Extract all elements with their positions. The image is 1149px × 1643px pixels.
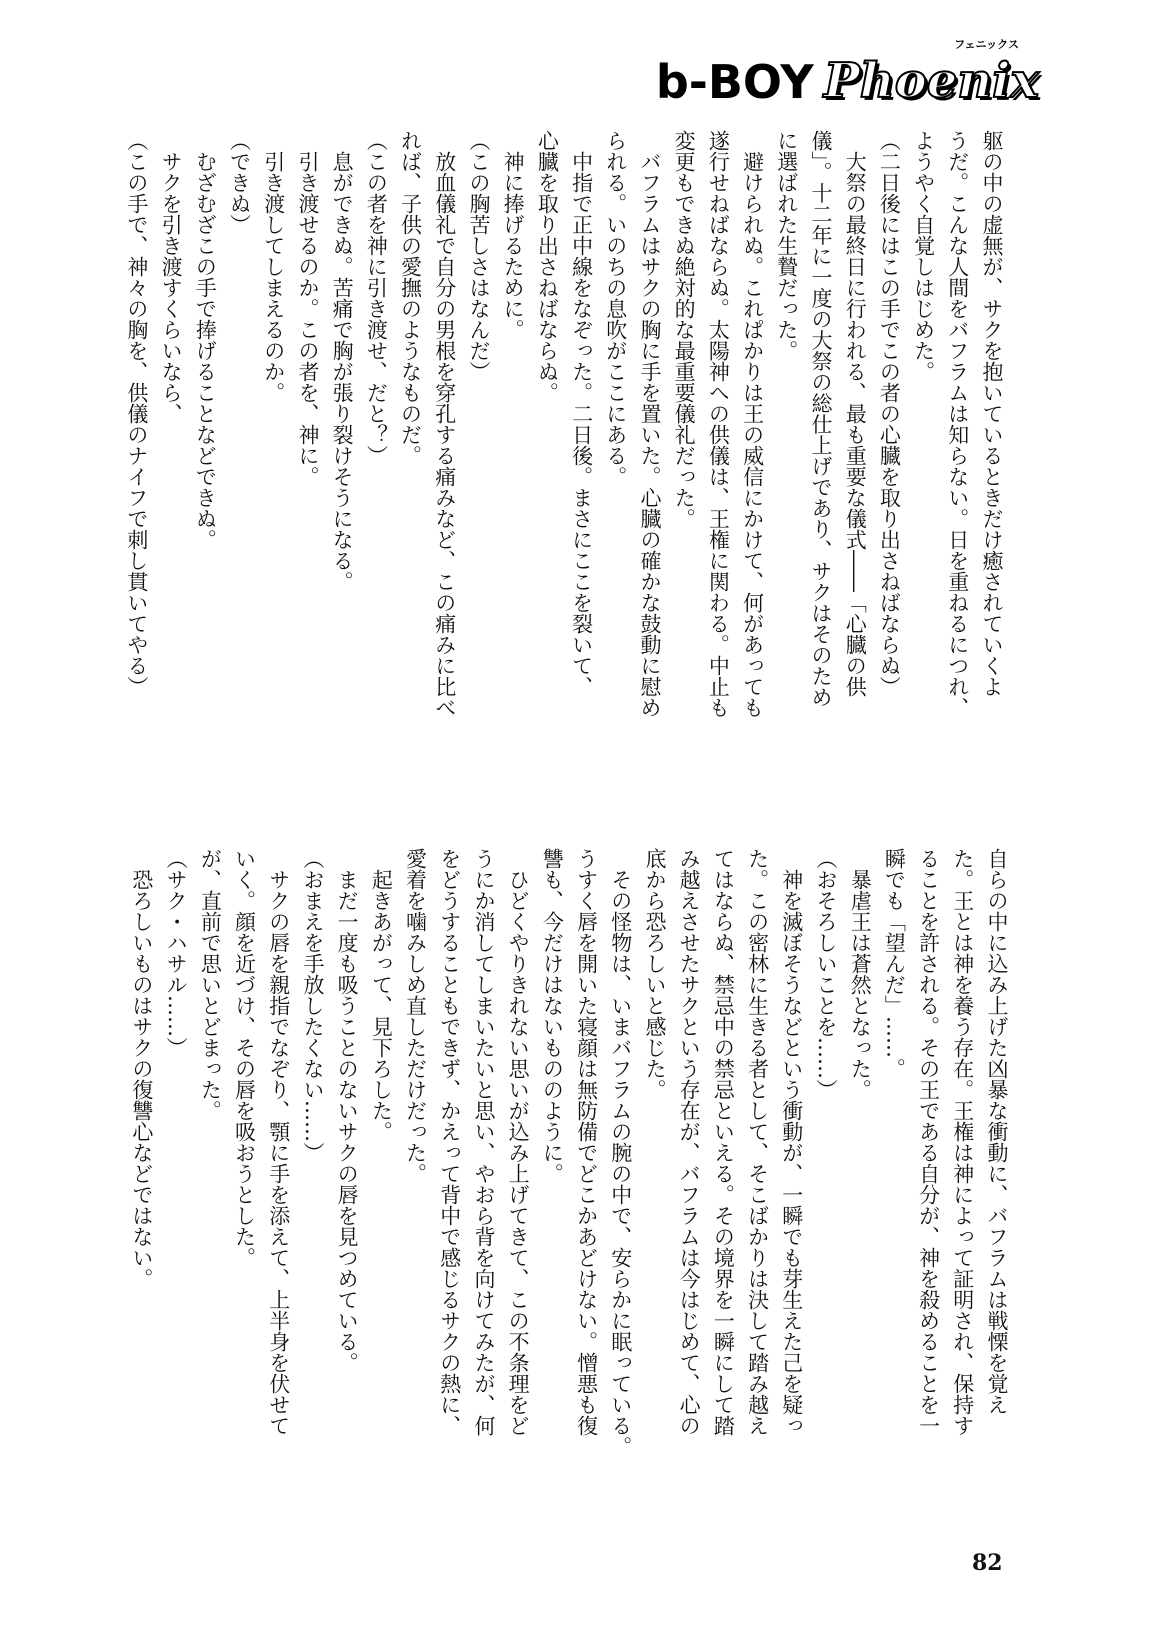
text-column: た。この密林に生きる者として、そこばかりは決して踏み越え <box>745 848 770 1436</box>
text-column: 瞬でも「望んだ」……。 <box>882 848 907 1079</box>
text-column: 心臓を取り出さねばならぬ。 <box>535 130 560 403</box>
text-column: まだ一度も吸うことのないサクの唇を見つめている。 <box>335 848 360 1373</box>
text-column: をどうすることもできず、かえって背中で感じるサクの熱に、 <box>437 848 462 1436</box>
text-column: てはならぬ、禁忌中の禁忌といえる。その境界を一瞬にして踏 <box>711 848 736 1436</box>
text-column: 愛着を噛みしめ直しただけだった。 <box>403 848 428 1184</box>
text-column: 引き渡せるのか。この者を、神に。 <box>295 130 320 487</box>
magazine-logo <box>656 30 1039 110</box>
logo-b-boy: b-BOY <box>655 55 814 109</box>
text-column: られる。いのちの息吹がここにある。 <box>603 130 628 487</box>
text-column: （サク・ハサル……） <box>164 848 189 1058</box>
text-column: 躯の中の虚無が、サクを抱いているときだけ癒されていくよ <box>980 130 1004 697</box>
text-column: に選ばれた生贄だった。 <box>774 130 799 361</box>
upper-text-block <box>120 130 1009 770</box>
text-column: み越えさせたサクという存在が、バフラムは今はじめて、心の <box>677 848 702 1436</box>
text-column: 神に捧げるために。 <box>501 130 526 340</box>
text-column: 自らの中に込み上げた凶暴な衝動に、バフラムは戦慄を覚え <box>985 848 1009 1415</box>
text-column: いく。顔を近づけ、その唇を吸おうとした。 <box>232 848 257 1268</box>
text-column: 放血儀礼で自分の男根を穿孔する痛みなど、この痛みに比べ <box>432 130 457 718</box>
text-column: 息ができぬ。苦痛で胸が張り裂けそうになる。 <box>330 130 355 592</box>
text-column: 讐も、今だけはないもののように。 <box>540 848 565 1184</box>
text-column: れば、子供の愛撫のようなものだ。 <box>398 130 423 466</box>
text-column: 中指で正中線をなぞった。二日後。まさにここを裂いて、 <box>569 130 594 697</box>
logo-phoenix <box>824 38 1039 110</box>
text-column: 恐ろしいものはサクの復讐心などではない。 <box>129 848 154 1289</box>
logo-phoenix-ruby: フェニックス <box>954 38 1019 51</box>
text-column: ることを許される。その王である自分が、神を殺めることを一 <box>916 848 941 1436</box>
text-column: ひどくやりきれない思いが込み上げてきて、この不条理をど <box>506 848 531 1436</box>
text-column: うすく唇を開いた寝顔は無防備でどこかあどけない。憎悪も復 <box>574 848 599 1436</box>
text-column: うにか消してしまいたいと思い、やおら背を向けてみたが、何 <box>471 848 496 1436</box>
text-column: （この者を神に引き渡せ、だと？） <box>364 130 389 466</box>
text-column: （二日後にはこの手でこの者の心臓を取り出さねばならぬ） <box>877 130 902 697</box>
text-column: サクの唇を親指でなぞり、顎に手を添えて、上半身を伏せて <box>266 848 291 1436</box>
text-column: バフラムはサクの胸に手を置いた。心臓の確かな鼓動に慰め <box>637 130 662 718</box>
text-column: （できぬ） <box>227 130 252 235</box>
text-column: 避けられぬ。これぱかりは王の威信にかけて、何があっても <box>740 130 765 718</box>
text-column: が、直前で思いとどまった。 <box>198 848 223 1121</box>
text-column: （この手で、神々の胸を、供儀のナイフで刺し貫いてやる） <box>124 130 149 697</box>
text-column: ようやく自覚しはじめた。 <box>911 130 936 382</box>
text-column: （おまえを手放したくない……） <box>300 848 325 1163</box>
logo-phoenix-text: Phoenix <box>823 53 1039 109</box>
text-column: 儀」。十二年に一度の大祭の総仕上げであり、サクはそのため <box>808 130 833 708</box>
text-column: 底から恐ろしいと感じた。 <box>642 848 667 1100</box>
text-column: （この胸苦しさはなんだ） <box>466 130 491 382</box>
text-column: 暴虐王は蒼然となった。 <box>848 848 873 1100</box>
text-column: 神を滅ぼそうなどという衝動が、一瞬でも芽生えた己を疑っ <box>779 848 804 1436</box>
text-column: 起きあがって、見下ろした。 <box>369 848 394 1142</box>
text-column: むざむざこの手で捧げることなどできぬ。 <box>193 130 218 550</box>
text-column: その怪物は、いまバフラムの腕の中で、安らかに眠っている。 <box>608 848 633 1457</box>
text-column: 大祭の最終日に行われる、最も重要な儀式――「心臓の供 <box>843 130 868 697</box>
text-column: （おそろしいことを……） <box>813 848 838 1100</box>
text-column: 変更もできぬ絶対的な最重要儀礼だった。 <box>672 130 697 529</box>
page-number: 82 <box>972 1550 1003 1576</box>
text-column: うだ。こんな人間をバフラムは知らない。日を重ねるにつれ、 <box>945 130 970 718</box>
text-column: た。王とは神を養う存在。王権は神によって証明され、保持す <box>950 848 975 1436</box>
text-column: 遂行せねばならぬ。太陽神への供儀は、王権に関わる。中止も <box>706 130 731 718</box>
text-column: 引き渡してしまえるのか。 <box>261 130 286 403</box>
lower-text-block <box>125 848 1014 1488</box>
text-column: サクを引き渡すくらいなら、 <box>159 130 184 424</box>
